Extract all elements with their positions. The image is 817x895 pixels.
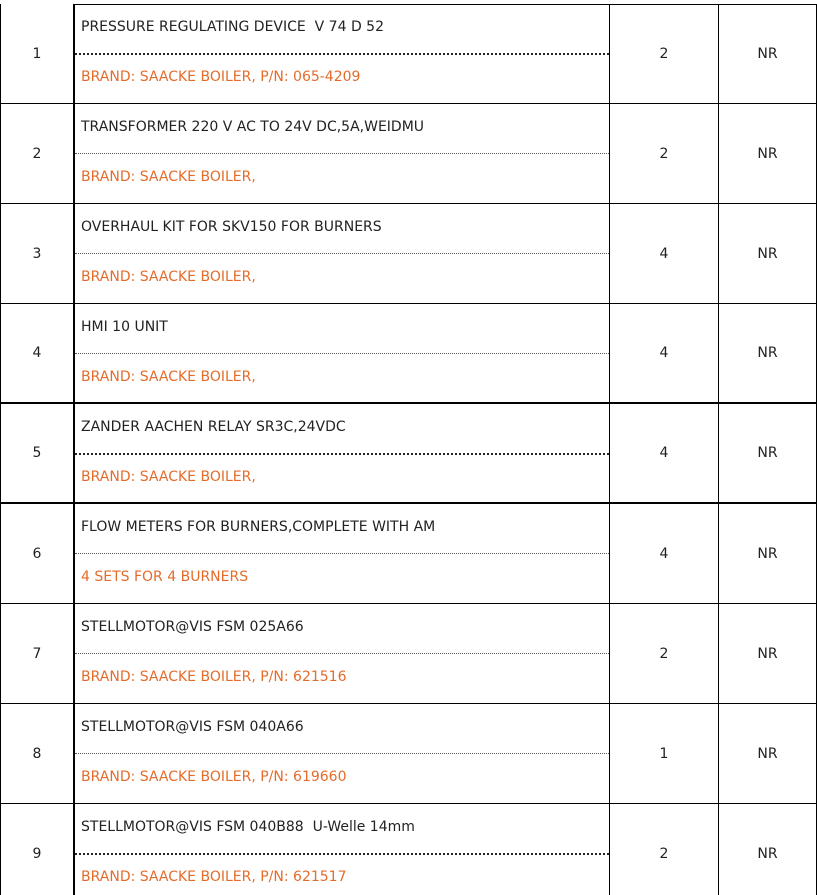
item-description-cell	[75, 604, 610, 703]
item-description: FLOW METERS FOR BURNERS,COMPLETE WITH AM	[81, 519, 436, 535]
item-quantity: 4	[610, 404, 719, 502]
item-unit: NR	[719, 704, 817, 803]
item-quantity: 2	[610, 804, 719, 895]
item-brand-note: 4 SETS FOR 4 BURNERS	[81, 569, 249, 585]
line-items-table	[0, 4, 817, 895]
dotted-divider	[75, 353, 609, 354]
item-unit: NR	[719, 4, 817, 103]
dotted-divider	[75, 853, 609, 855]
item-quantity: 1	[610, 704, 719, 803]
table-row	[0, 4, 817, 104]
item-description: ZANDER AACHEN RELAY SR3C,24VDC	[81, 419, 346, 435]
item-description-cell	[75, 804, 610, 895]
table-row	[0, 204, 817, 304]
table-row	[0, 704, 817, 804]
item-quantity: 2	[610, 604, 719, 703]
item-number: 9	[0, 804, 75, 895]
dotted-divider	[75, 453, 609, 455]
table-row	[0, 804, 817, 895]
item-number: 4	[0, 304, 75, 402]
item-unit: NR	[719, 604, 817, 703]
item-unit: NR	[719, 404, 817, 502]
item-brand-note: BRAND: SAACKE BOILER, P/N: 621516	[81, 669, 347, 685]
item-unit: NR	[719, 204, 817, 303]
item-brand-note: BRAND: SAACKE BOILER,	[81, 369, 256, 385]
item-description-cell	[75, 304, 610, 402]
dotted-divider	[75, 653, 609, 654]
item-brand-note: BRAND: SAACKE BOILER, P/N: 619660	[81, 769, 347, 785]
dotted-divider	[75, 153, 609, 154]
item-description-cell	[75, 504, 610, 603]
item-number: 3	[0, 204, 75, 303]
item-quantity: 4	[610, 504, 719, 603]
item-description-cell	[75, 104, 610, 203]
item-unit: NR	[719, 304, 817, 402]
table-row	[0, 104, 817, 204]
item-number: 6	[0, 504, 75, 603]
dotted-divider	[75, 253, 609, 254]
item-quantity: 2	[610, 104, 719, 203]
item-number: 2	[0, 104, 75, 203]
table-row	[0, 504, 817, 604]
dotted-divider	[75, 753, 609, 754]
dotted-divider	[75, 53, 609, 55]
item-number: 7	[0, 604, 75, 703]
item-unit: NR	[719, 104, 817, 203]
item-brand-note: BRAND: SAACKE BOILER, P/N: 621517	[81, 869, 347, 885]
item-description: PRESSURE REGULATING DEVICE V 74 D 52	[81, 19, 384, 35]
item-number: 1	[0, 4, 75, 103]
item-description-cell	[75, 704, 610, 803]
item-description-cell	[75, 4, 610, 103]
dotted-divider	[75, 553, 609, 554]
item-brand-note: BRAND: SAACKE BOILER,	[81, 269, 256, 285]
item-description-cell	[75, 204, 610, 303]
item-description: STELLMOTOR@VIS FSM 040B88 U-Welle 14mm	[81, 819, 415, 835]
item-number: 5	[0, 404, 75, 502]
item-quantity: 4	[610, 304, 719, 402]
item-brand-note: BRAND: SAACKE BOILER, P/N: 065-4209	[81, 69, 361, 85]
item-number: 8	[0, 704, 75, 803]
item-unit: NR	[719, 504, 817, 603]
item-unit: NR	[719, 804, 817, 895]
item-quantity: 4	[610, 204, 719, 303]
item-description: STELLMOTOR@VIS FSM 025A66	[81, 619, 304, 635]
table-row	[0, 304, 817, 404]
item-description: STELLMOTOR@VIS FSM 040A66	[81, 719, 304, 735]
item-description: OVERHAUL KIT FOR SKV150 FOR BURNERS	[81, 219, 382, 235]
item-description: HMI 10 UNIT	[81, 319, 168, 335]
item-brand-note: BRAND: SAACKE BOILER,	[81, 469, 256, 485]
item-description-cell	[75, 404, 610, 502]
item-description: TRANSFORMER 220 V AC TO 24V DC,5A,WEIDMU	[81, 119, 425, 135]
item-brand-note: BRAND: SAACKE BOILER,	[81, 169, 256, 185]
item-quantity: 2	[610, 4, 719, 103]
table-row	[0, 604, 817, 704]
table-row	[0, 404, 817, 504]
